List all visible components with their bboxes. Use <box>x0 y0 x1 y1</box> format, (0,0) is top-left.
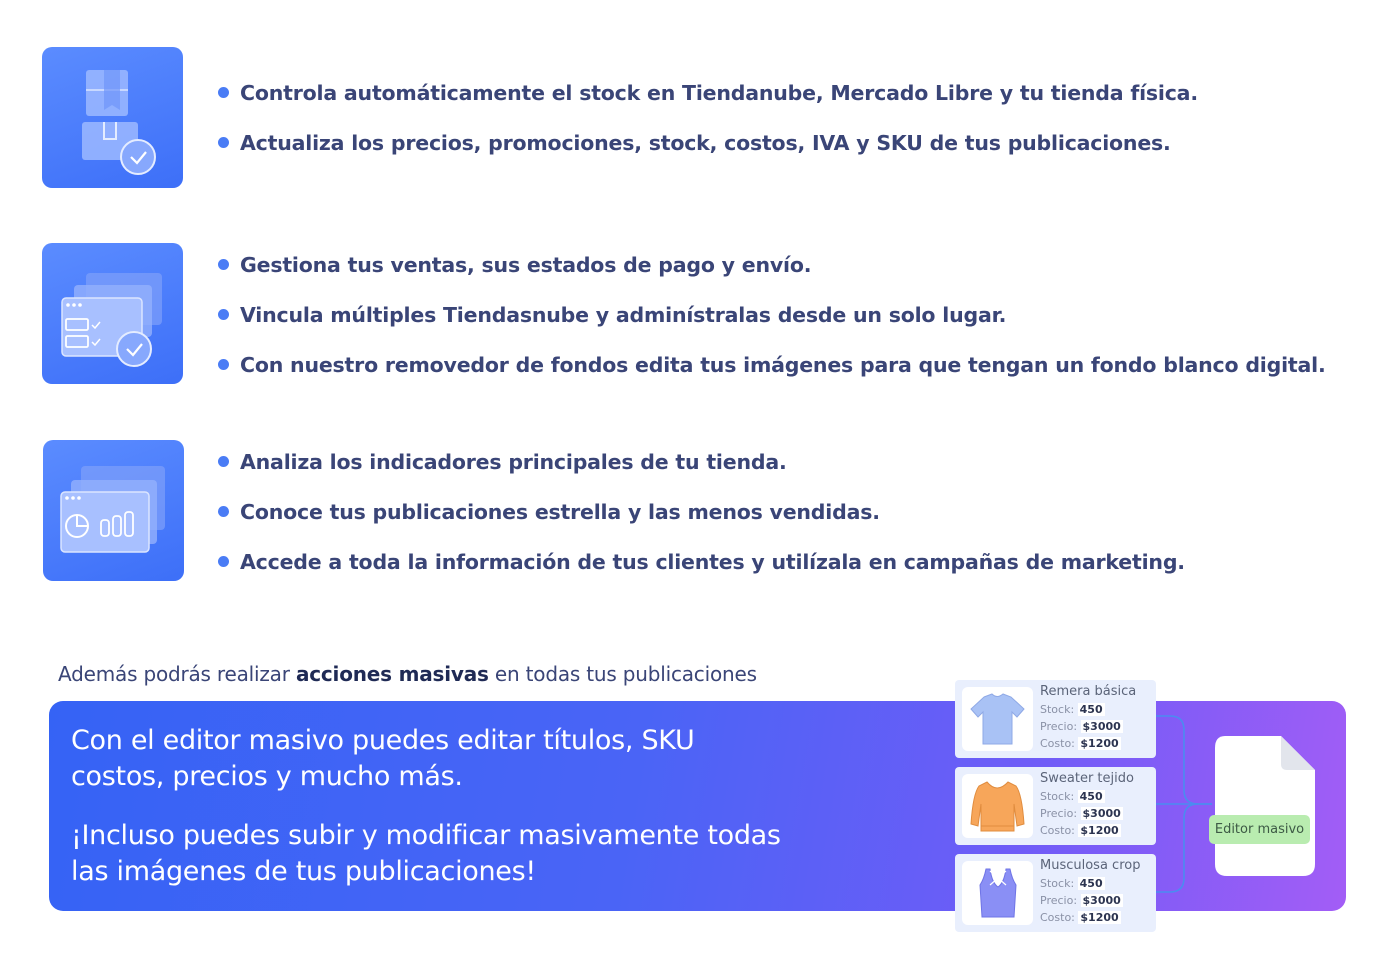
feature-1-bullet-1: Controla automáticamente el stock en Tiendanube, Mercado Libre y tu tienda física. <box>218 68 1198 118</box>
feature-2-bullet-2: Vincula múltiples Tiendasnube y adminístralas desde un solo lugar. <box>218 290 1326 340</box>
tshirt-icon <box>962 687 1033 751</box>
bullet-dot <box>218 309 229 320</box>
bullet-dot <box>218 556 229 567</box>
bullet-dot <box>218 259 229 270</box>
bullet-dot <box>218 456 229 467</box>
mass-actions-intro: Además podrás realizar acciones masivas en todas tus publicaciones <box>58 662 757 686</box>
bullet-dot <box>218 87 229 98</box>
feature-3-bullet-1: Analiza los indicadores principales de tu tienda. <box>218 437 1185 487</box>
bullet-dot <box>218 359 229 370</box>
feature-3-bullet-2: Conoce tus publicaciones estrella y las menos vendidas. <box>218 487 1185 537</box>
feature-3-bullet-3: Accede a toda la información de tus clientes y utilízala en campañas de marketing. <box>218 537 1185 587</box>
windows-sync-icon <box>42 243 183 384</box>
document-icon <box>1215 736 1315 876</box>
feature-1-bullet-2: Actualiza los precios, promociones, stock, costos, IVA y SKU de tus publicaciones. <box>218 118 1198 168</box>
analytics-windows-icon <box>43 440 184 581</box>
mass-actions-highlight: acciones masivas <box>295 662 489 686</box>
feature-2-bullet-1: Gestiona tus ventas, sus estados de pago y envío. <box>218 240 1326 290</box>
bullet-dot <box>218 506 229 517</box>
banner-paragraph-1: Con el editor masivo puedes editar títulos, SKU costos, precios y mucho más. <box>71 725 695 792</box>
product-card: Musculosa crop Stock: 450 Precio: $3000 Costo: $1200 <box>955 854 1156 932</box>
product-card: Sweater tejido Stock: 450 Precio: $3000 Costo: $1200 <box>955 767 1156 845</box>
product-card: Remera básica Stock: 450 Precio: $3000 Costo: $1200 <box>955 680 1156 758</box>
banner-paragraph-2: ¡Incluso puedes subir y modificar masivamente todas las imágenes de tus publicaciones! <box>71 820 781 887</box>
feature-2-bullet-3: Con nuestro removedor de fondos edita tus imágenes para que tengan un fondo blanco digital. <box>218 340 1326 390</box>
bullet-dot <box>218 137 229 148</box>
connector-lines <box>1150 700 1220 900</box>
sweater-icon <box>962 774 1033 838</box>
editor-masivo-badge: Editor masivo <box>1209 815 1310 844</box>
tank-top-icon <box>962 861 1033 925</box>
boxes-sync-icon <box>42 47 183 188</box>
